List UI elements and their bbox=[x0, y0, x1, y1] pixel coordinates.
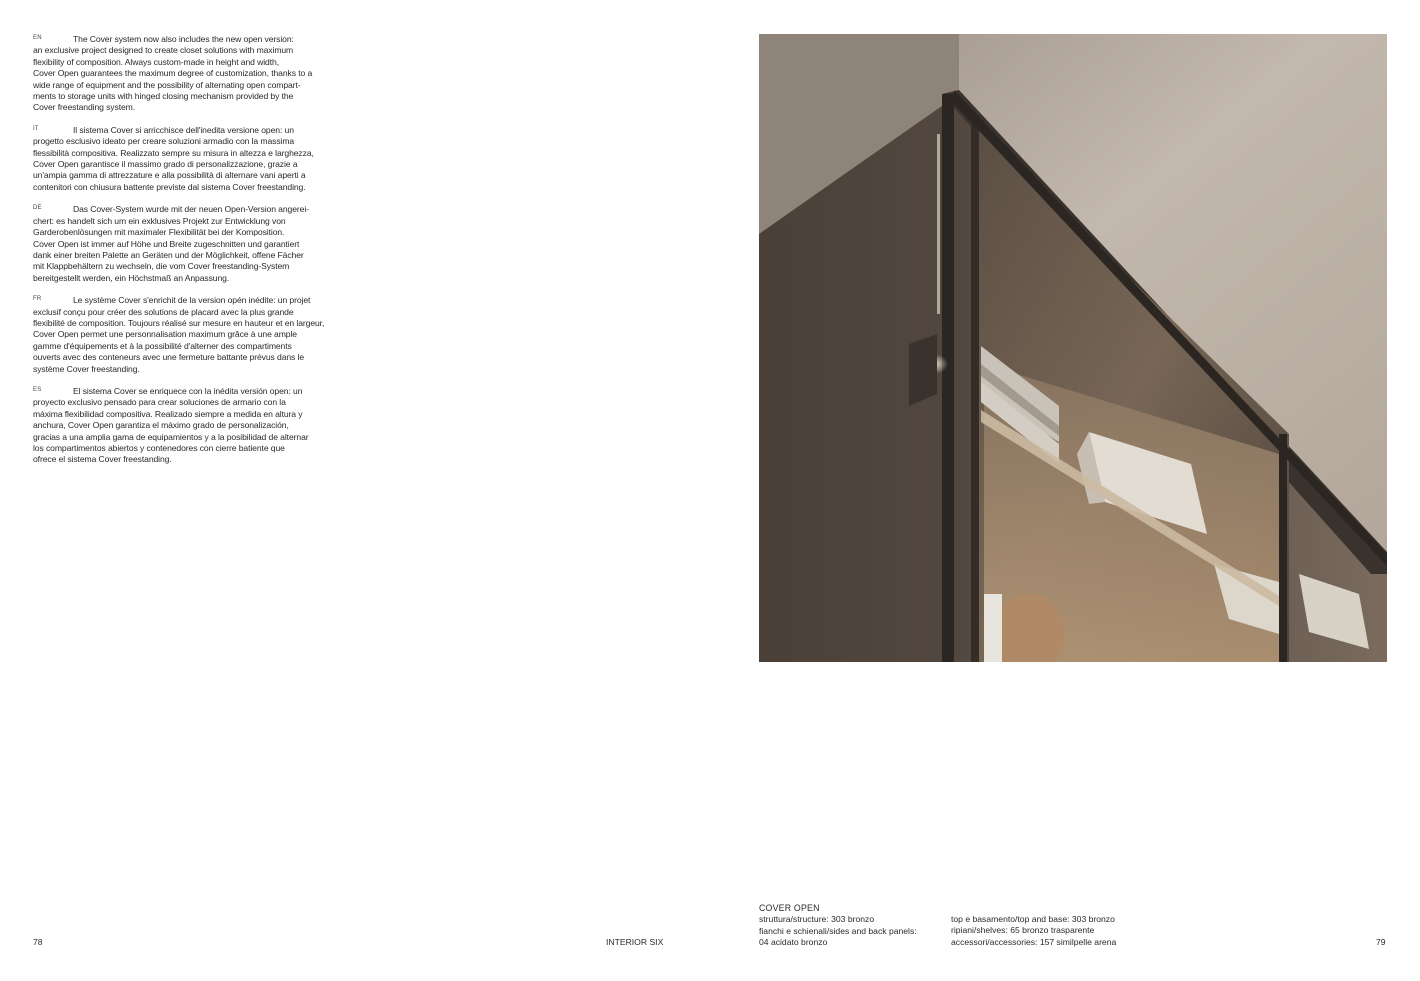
language-code-fr: FR bbox=[33, 296, 42, 303]
caption-title: COVER OPEN bbox=[759, 903, 820, 913]
paragraph-fr: Le système Cover s'enrichit de la version opén inédite: un projet exclusif conçu pour créer des solutions de placard avec la plus grande flexibilité de composition. Toujours réalisé sur mesure en hauteur et en largeur, Cover Open permet une personnalisation maximum grâce à une ample gamme d'équipements et à la possibilité d'alterner des compartiments ouverts avec des conteneurs avec une fermeture battante prévus dans le système Cover freestanding. bbox=[33, 295, 325, 374]
paragraph-it: Il sistema Cover si arricchisce dell'inedita versione open: un progetto esclusivo ideato per creare soluzioni armadio con la massima flessibilità compositiva. Realizzato sempre su misura in altezza e larghezza, Cover Open garantisce il massimo grado di personalizzazione, grazie a un'ampia gamma di attrezzature e alla possibilità di alternare vani aperti a contenitori con chiusura battente previste dal sistema Cover freestanding. bbox=[33, 124, 314, 192]
paragraph-de: Das Cover-System wurde mit der neuen Open-Version angerei- chert: es handelt sich um ein exklusives Projekt zur Entwicklung von Garderobenlösungen mit maximaler Flexibilität bei der Komposition. Cover Open ist immer auf Höhe und Breite zugeschnitten und garantiert dank einer breiten Palette an Geräten und der Möglichkeit, offene Fächer mit Klappbehältern zu wechseln, die vom Cover freestanding-System bereitgestellt werden, ein Höchstmaß an Anpassung. bbox=[33, 204, 309, 283]
multilingual-description bbox=[33, 34, 345, 477]
language-code-it: IT bbox=[33, 125, 39, 132]
paragraph-es: El sistema Cover se enriquece con la inédita versión open: un proyecto exclusivo pensado para crear soluciones de armario con la máxima flexibilidad compositiva. Realizado siempre a medida en altura y anchura, Cover Open garantiza el máximo grado de personalización, gracias a una amplia gama de equipamientos y a la posibilidad de alternar los compartimentos abiertos y contenedores con cierre batiente que ofrece el sistema Cover freestanding. bbox=[33, 385, 309, 465]
caption-specs-1: struttura/structure: 303 bronzo fianchi e schienali/sides and back panels: 04 acidato bronzo bbox=[759, 914, 917, 948]
caption-column-2: top e basamento/top and base: 303 bronzo ripiani/shelves: 65 bronzo trasparente accessori/accessories: 157 similpelle arena bbox=[951, 914, 1117, 947]
text-block-es bbox=[33, 386, 345, 466]
text-block-it bbox=[33, 125, 345, 193]
text-block-fr bbox=[33, 295, 345, 375]
wardrobe-illustration bbox=[759, 34, 1387, 662]
language-code-en: EN bbox=[33, 35, 42, 41]
language-code-es: ES bbox=[33, 386, 42, 393]
page-number-right: 79 bbox=[1376, 937, 1386, 947]
text-block-en bbox=[33, 34, 345, 114]
running-head: INTERIOR SIX bbox=[606, 937, 664, 947]
text-block-de bbox=[33, 204, 345, 284]
paragraph-en: The Cover system now also includes the new open version: an exclusive project designed to create closet solutions with maximum flexibility of composition. Always custom-made in height and width, Cover Open guarantees the maximum degree of customization, thanks to a wide range of equipment and the possibility of alternating open compart- ments to storage units with hinged closing mechanism provided by the Cover freestanding system. bbox=[33, 34, 313, 113]
language-code-de: DE bbox=[33, 205, 42, 212]
caption-column-1 bbox=[759, 903, 949, 949]
wardrobe-photo bbox=[759, 34, 1387, 662]
page-number-left: 78 bbox=[33, 937, 43, 947]
